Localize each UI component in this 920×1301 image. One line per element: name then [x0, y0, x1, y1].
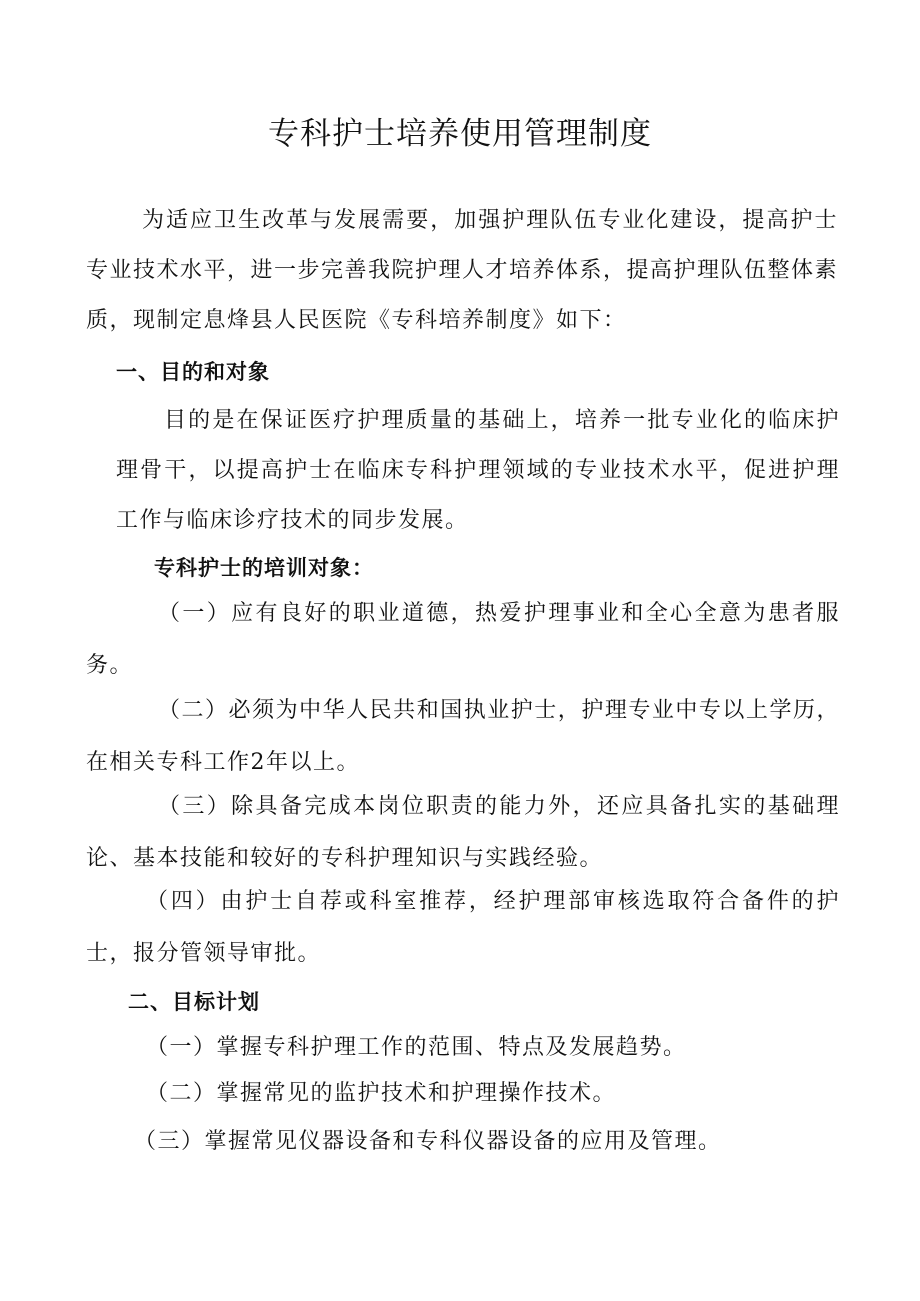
- section1-subheading: 专科护士的培训对象：: [154, 556, 374, 580]
- section2-heading: 二、目标计划: [128, 990, 260, 1014]
- document-title: 专科护士培养使用管理制度: [268, 116, 652, 152]
- target-item-2: （二）必须为中华人民共和国执业护士，护理专业中专以上学历，在相关专科工作2年以上。: [86, 698, 840, 775]
- target-item-3: （三）除具备完成本岗位职责的能力外，还应具备扎实的基础理论、基本技能和较好的专科护理知识与实践经验。: [86, 794, 840, 871]
- intro-paragraph: 为适应卫生改革与发展需要，加强护理队伍专业化建设，提高护士专业技术水平，进一步完善我院护理人才培养体系，提高护理队伍整体素质，现制定息烽县人民医院《专科培养制度》如下：: [86, 208, 839, 333]
- section1-heading: 一、目的和对象: [116, 360, 270, 384]
- plan-item-2: （二）掌握常见的监护技术和护理操作技术。: [146, 1081, 617, 1106]
- plan-item-1: （一）掌握专科护理工作的范围、特点及发展趋势。: [146, 1035, 687, 1060]
- target-item-1: （一）应有良好的职业道德，热爱护理事业和全心全意为患者服务。: [86, 601, 840, 678]
- purpose-paragraph: 目的是在保证医疗护理质量的基础上，培养一批专业化的临床护理骨干，以提高护士在临床专科护理领域的专业技术水平，促进护理工作与临床诊疗技术的同步发展。: [116, 408, 840, 533]
- plan-item-3: （三）掌握常见仪器设备和专科仪器设备的应用及管理。: [134, 1129, 722, 1154]
- target-item-4: （四）由护士自荐或科室推荐，经护理部审核选取符合备件的护士，报分管领导审批。: [86, 889, 840, 966]
